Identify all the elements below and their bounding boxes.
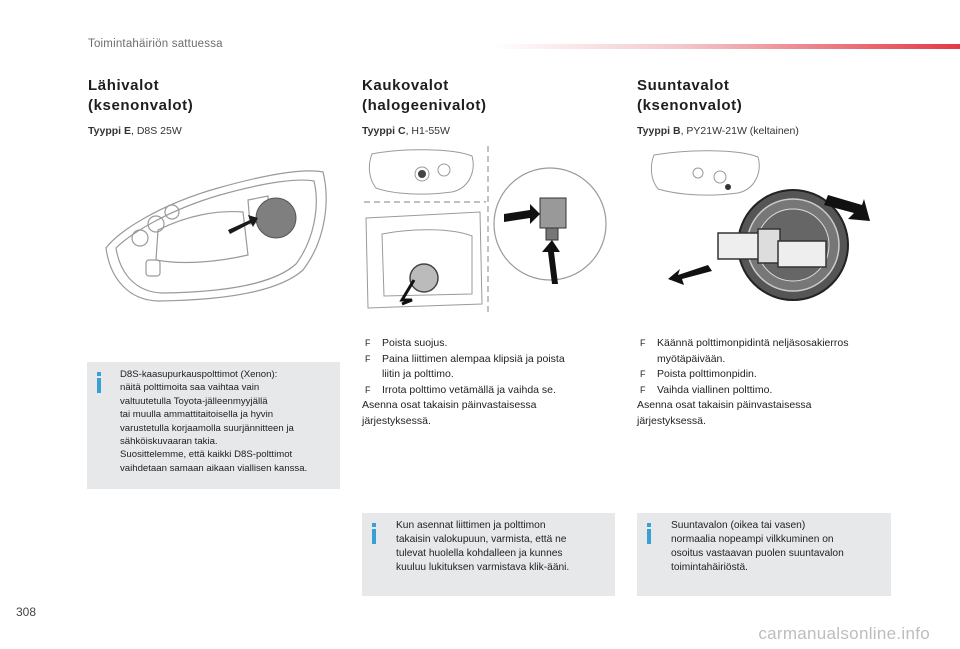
- turn-signal-info-box: [637, 513, 891, 596]
- high-beam-illustration: [362, 144, 617, 314]
- reassembly-note: järjestyksessä.: [637, 414, 706, 427]
- info-icon: [643, 523, 655, 544]
- turn-signal-info-text: Suuntavalon (oikea tai vasen) normaalia nopeampi vilkkuminen on osoitus vastaavan puolen suuntavalon toimintahäiriöstä.: [671, 520, 844, 573]
- info-icon: [368, 523, 380, 544]
- high-beam-title: Kaukovalot (halogeenivalot): [362, 77, 487, 114]
- section-title: Toimintahäiriön sattuessa: [88, 38, 223, 50]
- step-item: F Vaihda viallinen polttimo.: [640, 383, 773, 396]
- turn-signal-steps: [637, 336, 897, 429]
- turn-signal-section: [637, 76, 897, 137]
- reassembly-note: järjestyksessä.: [362, 414, 431, 427]
- connector-info-text: Kun asennat liittimen ja polttimon takaisin valokupuun, varmista, että ne tulevat huolella kohdalleen ja kunnes kuuluu lukituksen varmistava klik-ääni.: [396, 520, 570, 573]
- step-item: F Poista suojus.: [365, 337, 448, 349]
- watermark: carmanualsonline.info: [758, 624, 930, 643]
- step-item: F Irrota polttimo vetämällä ja vaihda se.: [365, 383, 556, 396]
- high-beam-type: Tyyppi C, H1-55W: [362, 125, 450, 137]
- reassembly-note: Asenna osat takaisin päinvastaisessa: [362, 399, 537, 411]
- step-item: liitin ja polttimo.: [382, 368, 454, 380]
- xenon-warning-text: D8S-kaasupurkauspolttimot (Xenon): näitä polttimoita saa vaihtaa vain valtuutetulla Toyota-jälleenmyyjällä tai muulla ammattitaitoisella ja hyvin varustetulla korjaamolla suurjännitteen ja sähköiskuvaaran takia. Suosittelemme, että kaikki D8S-polttimot vaihdetaan samaan aikaan viallisen kanssa.: [120, 369, 308, 474]
- high-beam-section: [362, 76, 622, 137]
- xenon-warning-box: [87, 362, 340, 489]
- low-beam-section: [88, 76, 348, 137]
- connector-info-box: [362, 513, 615, 596]
- step-item: F Paina liittimen alempaa klipsiä ja poista: [365, 352, 565, 365]
- page-number: 308: [16, 605, 37, 619]
- turn-signal-type: Tyyppi B, PY21W-21W (keltainen): [637, 125, 799, 137]
- turn-signal-illustration: [648, 145, 888, 305]
- high-beam-steps: [362, 336, 622, 429]
- low-beam-title: Lähivalot (ksenonvalot): [88, 77, 194, 114]
- low-beam-type: Tyyppi E, D8S 25W: [88, 125, 182, 137]
- step-item: myötäpäivään.: [657, 352, 726, 365]
- low-beam-headlamp-illustration: [98, 160, 338, 305]
- info-icon: [93, 372, 105, 393]
- turn-signal-title: Suuntavalot (ksenonvalot): [637, 77, 743, 114]
- header-accent-bar: [490, 44, 960, 49]
- reassembly-note: Asenna osat takaisin päinvastaisessa: [637, 399, 812, 411]
- step-item: F Käännä polttimonpidintä neljäsosakierros: [640, 337, 849, 349]
- step-item: F Poista polttimonpidin.: [640, 368, 757, 380]
